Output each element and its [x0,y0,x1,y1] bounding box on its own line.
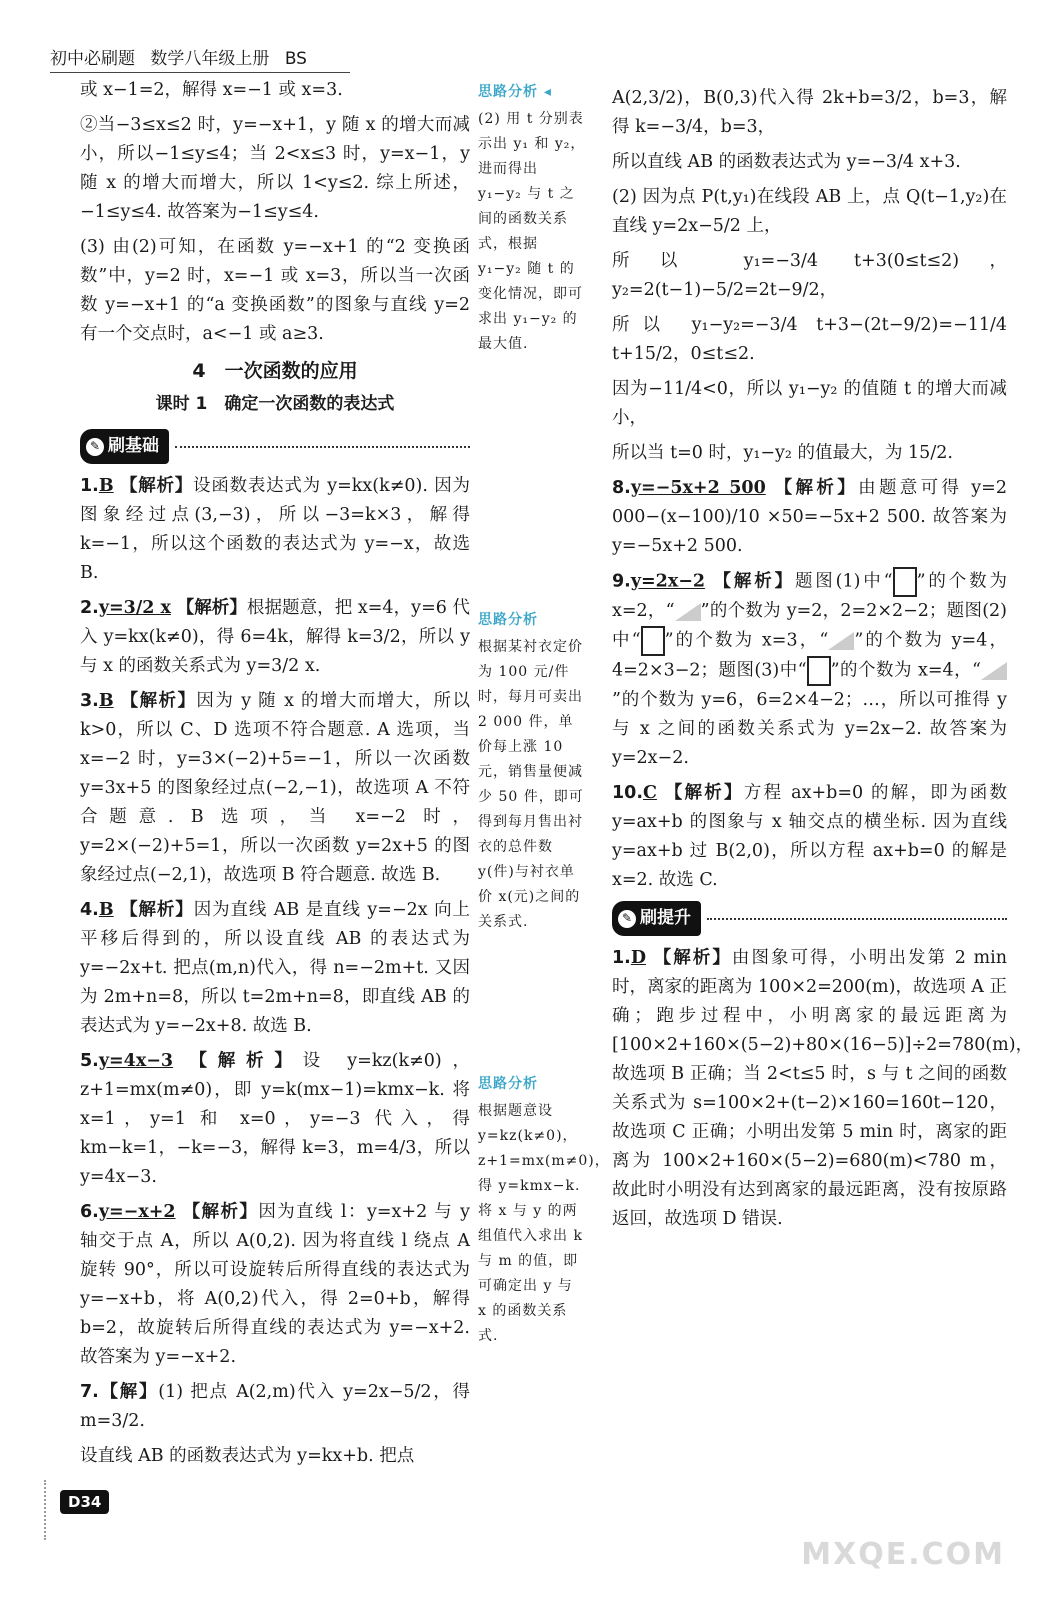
question-9: 9.y=2x−2 【解析】题图(1)中“ ”的个数为 x=2，“ ”的个数为 y=2，2=2×2−2；题图(2)中“ ”的个数为 x=3，“ ”的个数为 y=4，4=2×3−2；题图(3)中“ ”的个数为 x=4，“”的个数为 y=6，6=2×4−2；…，所以可推得 y 与 x 之间的函数关系式为 y=2x−2. 故答案为 y=2x−2. [612,567,1007,773]
q7-line-1: A(2,3/2)，B(0,3)代入得 2k+b=3/2，b=3，解得 k=−3/4，b=3， [612,88,1007,137]
advanced-question-1: 1.D 【解析】由图象可得，小明出发第 2 min 时，离家的距离为 100×2=200(m)，故选项 A 正确；跑步过程中，小明离家的最远距离为[100×2+160×(5−2)+80×(16−5)]÷2=780(m)，故选项 B 正确；当 2<t≤5 时，s 与 t 之间的函数关系式为 s=100×2+(t−2)×160=160t−120，故选项 C 正确；小明出发第 5 min 时，离家的距离为 100×2+160×(5−2)=680(m)<780 m，故此时小明没有达到离家的最远距离，没有按原路返回，故选项 D 错误. [612,948,1034,1229]
dotted-divider [175,446,470,448]
page-number: D34 [60,1490,109,1514]
square-icon [893,567,917,597]
section-title: 4 一次函数的应用 [192,360,358,382]
side-note-head: 思路分析 [478,1076,538,1092]
pencil-icon: ✎ [86,438,104,456]
question-7-cont: 设直线 AB 的函数表达式为 y=kx+b. 把点 [80,1446,415,1466]
right-column [612,84,1034,1240]
question-7: 7.【解】(1) 把点 A(2,m)代入 y=2x−5/2，得 m=3/2. [80,1382,470,1431]
side-note-head: 思路分析 ◂ [478,84,552,100]
question-2: 2.y=3/2 x 【解析】根据题意，把 x=4，y=6 代入 y=kx(k≠0)，得 6=4k，解得 k=3/2，所以 y 与 x 的函数关系式为 y=3/2 x. [80,598,470,676]
subject-title: 数学八年级上册 [150,49,270,69]
prev-answer-1: 或 x−1=2，解得 x=−1 或 x=3. [80,80,343,100]
basic-badge: ✎ 刷基础 [80,429,169,464]
side-note-2 [478,608,586,935]
side-note-head: 思路分析 [478,612,538,628]
square-icon [641,626,665,656]
edition: BS [284,49,307,69]
advanced-header [612,901,1007,936]
prev-answer-2: ②当−3≤x≤2 时，y=−x+1，y 随 x 的增大而减小，所以−1≤y≤4；当 2<x≤3 时，y=x−1，y 随 x 的增大而增大，所以 1<y≤2. 综上所述，−1≤y≤4. 故答案为−1≤y≤4. [80,115,470,222]
arrow-left-icon: ◂ [543,84,552,100]
prev-answer-3: (3) 由(2)可知，在函数 y=−x+1 的“2 变换函数”中，y=2 时，x=−1 或 x=3，所以当一次函数 y=−x+1 的“a 变换函数”的图象与直线 y=2 有一个交点时，a<−1 或 a≥3. [80,237,470,344]
side-note-text: (2) 用 t 分别表示出 y₁ 和 y₂，进而得出 y₁−y₂ 与 t 之间的函数关系式，根据 y₁−y₂ 随 t 的变化情况，即可求出 y₁−y₂ 的最大值. [478,111,586,352]
side-note-1 [478,80,586,357]
left-column [80,76,470,1477]
question-10: 10.C 【解析】方程 ax+b=0 的解，即为函数 y=ax+b 的图象与 x 轴交点的横坐标. 因为直线 y=ax+b 过 B(2,0)，所以方程 ax+b=0 的解是 x=2. 故选 C. [612,783,1008,890]
q7-line-7: 所以当 t=0 时，y₁−y₂ 的值最大，为 15/2. [612,443,953,463]
advanced-badge: ✎ 刷提升 [612,901,701,936]
question-4: 4.B 【解析】因为直线 AB 是直线 y=−2x 向上平移后得到的，所以设直线 AB 的表达式为 y=−2x+t. 把点(m,n)代入，得 n=−2m+t. 又因为 2m+n=8，所以 t=2m+n=8，即直线 AB 的表达式为 y=−2x+8. 故选 B. [80,900,470,1036]
side-note-text: 根据题意设 y=kz(k≠0)，z+1=mx(m≠0)，得 y=kmx−k. 将 x 与 y 的两组值代入求出 k 与 m 的值，即可确定出 y 与 x 的函数关系式. [478,1103,610,1344]
question-6: 6.y=−x+2 【解析】因为直线 l：y=x+2 与 y 轴交于点 A，所以 A(0,2). 因为将直线 l 绕点 A 旋转 90°，所以可设旋转后所得直线的表达式为 y=−x+b，将 A(0,2)代入，得 2=0+b，解得 b=2，故旋转后所得直线的表达式为 y=−x+2. 故答案为 y=−x+2. [80,1202,470,1367]
q7-line-3: (2) 因为点 P(t,y₁)在线段 AB 上，点 Q(t−1,y₂)在直线 y=2x−5/2 上， [612,187,1007,236]
q7-line-6: 因为−11/4<0，所以 y₁−y₂ 的值随 t 的增大而减小， [612,379,1007,428]
question-5: 5.y=4x−3 【解析】设 y=kz(k≠0)，z+1=mx(m≠0)，即 y=k(mx−1)=kmx−k. 将 x=1，y=1 和 x=0，y=−3 代入，得 km−k=1，−k=−3，解得 k=3，m=4/3，所以 y=4x−3. [80,1051,470,1187]
triangle-icon [675,603,701,621]
running-header [50,44,317,69]
watermark: MXQE.COM [801,1537,1005,1572]
triangle-icon [981,662,1007,680]
side-note-3 [478,1072,610,1349]
q7-line-5: 所以 y₁−y₂=−3/4 t+3−(2t−9/2)=−11/4 t+15/2，0≤t≤2. [612,315,1007,364]
dotted-divider [707,918,1007,920]
header-rule [50,72,350,73]
question-3: 3.B 【解析】因为 y 随 x 的增大而增大，所以 k>0，所以 C、D 选项不符合题意. A 选项，当 x=−2 时，y=3×(−2)+5=−1，所以一次函数 y=3x+5 的图象经过点(−2,−1)，故选项 A 不符合题意. B 选项，当 x=−2 时，y=2×(−2)+5=1，所以一次函数 y=2x+5 的图象经过点(−2,1)，故选项 B 符合题意. 故选 B. [80,691,470,885]
book-title: 初中必刷题 [50,49,135,69]
pencil-icon: ✎ [618,910,636,928]
question-8: 8.y=−5x+2 500 【解析】由题意可得 y=2 000−(x−100)/10 ×50=−5x+2 500. 故答案为 y=−5x+2 500. [612,478,1007,556]
square-icon [807,656,831,686]
q7-line-4: 所以 y₁=−3/4 t+3(0≤t≤2)，y₂=2(t−1)−5/2=2t−9/2， [612,251,1007,300]
basic-header [80,429,470,464]
triangle-icon [828,632,854,650]
lesson-title: 课时 1 确定一次函数的表达式 [155,394,395,414]
margin-dots [44,1480,46,1540]
q7-line-2: 所以直线 AB 的函数表达式为 y=−3/4 x+3. [612,152,961,172]
question-1: 1.B 【解析】设函数表达式为 y=kx(k≠0). 因为图象经过点(3,−3)，所以−3=k×3，解得 k=−1，所以这个函数的表达式为 y=−x，故选 B. [80,476,470,583]
side-note-text: 根据某衬衣定价为 100 元/件时，每月可卖出 2 000 件，单价每上涨 10 元，销售量便减少 50 件，即可得到每月售出衬衣的总件数 y(件)与衬衣单价 x(元)之间的关系式. [478,639,584,930]
